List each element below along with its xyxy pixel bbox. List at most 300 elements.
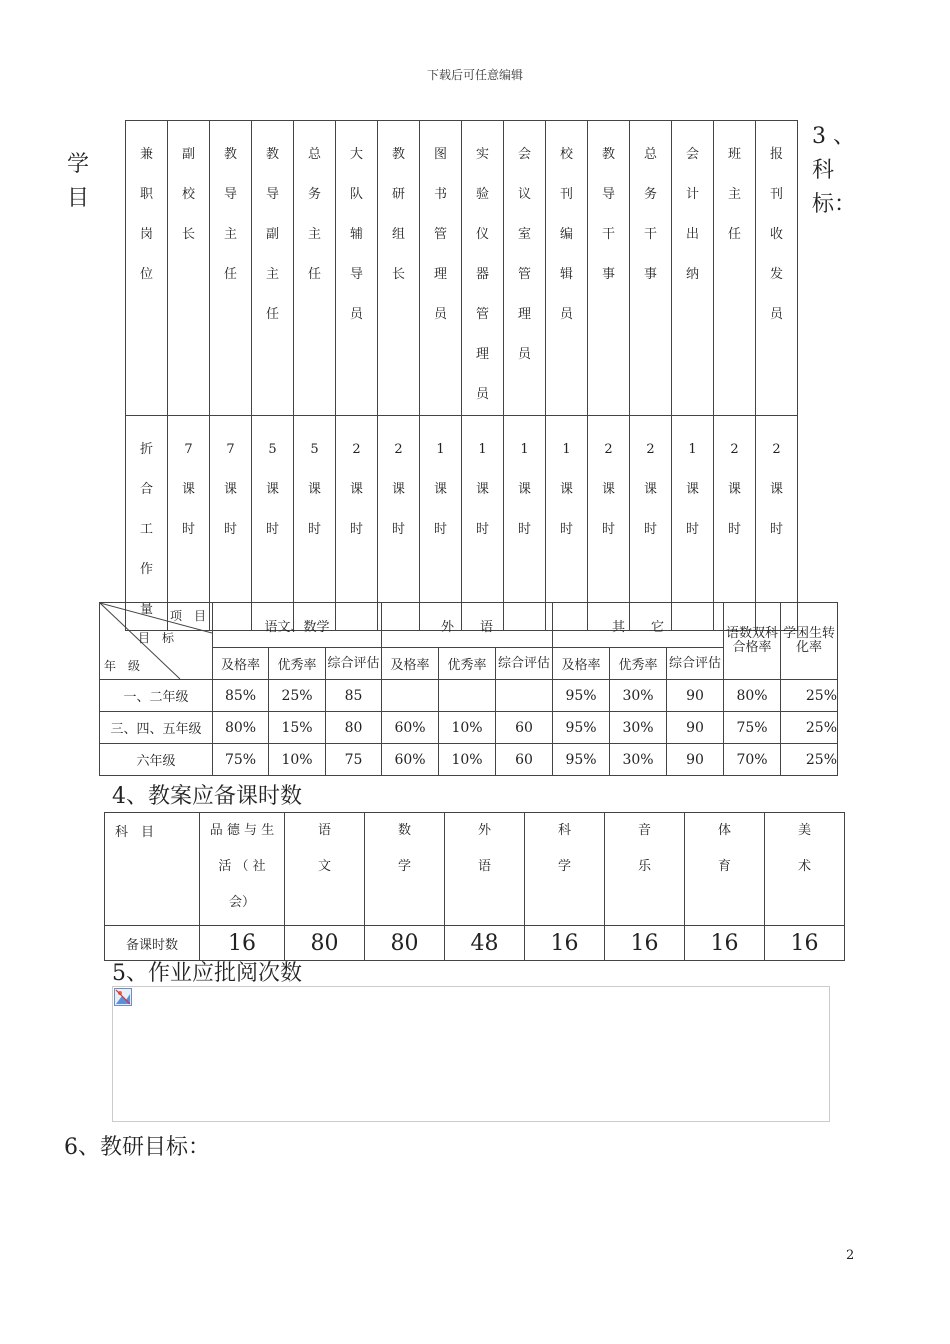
char: 时 — [391, 522, 405, 537]
vertical-text — [365, 813, 444, 885]
subheader-cell: 综合评估 — [326, 648, 382, 680]
char: 课 — [517, 482, 531, 497]
subheader-cell: 优秀率 — [439, 648, 496, 680]
char: 5 — [268, 442, 277, 457]
char: 课 — [685, 482, 699, 497]
vertical-text — [420, 416, 461, 550]
post-cell — [714, 121, 756, 416]
workload-table — [125, 120, 798, 631]
vertical-text — [756, 416, 797, 550]
char: 理 — [475, 347, 489, 362]
char: 主 — [727, 187, 741, 202]
value-cell: 10% — [439, 744, 496, 776]
vertical-text — [462, 416, 503, 550]
char: 课 — [643, 482, 657, 497]
subject-cell — [765, 813, 845, 926]
char: 员 — [349, 307, 363, 322]
subheader-cell: 及格率 — [553, 648, 610, 680]
posts-row — [126, 121, 798, 416]
char: 事 — [643, 267, 657, 282]
side-char: 3 、 — [812, 124, 855, 149]
workload-cell — [168, 416, 210, 631]
char: 合 — [139, 482, 153, 497]
char: 发 — [769, 267, 783, 282]
char: 时 — [601, 522, 615, 537]
section-6-title: 6、教研目标： — [64, 1135, 210, 1160]
value-cell: 80% — [724, 680, 781, 712]
char: 会 — [685, 147, 699, 162]
post-cell — [378, 121, 420, 416]
char: 职 — [139, 187, 153, 202]
value-cell: 80 — [326, 712, 382, 744]
side-label-left — [64, 148, 92, 216]
subject-cell — [605, 813, 685, 926]
vertical-text — [378, 416, 419, 550]
value-cell: 75 — [326, 744, 382, 776]
char: 体 — [717, 823, 731, 838]
value-cell: 60 — [496, 712, 553, 744]
char: 校 — [559, 147, 573, 162]
char: 乐 — [637, 859, 651, 874]
char: 主 — [265, 267, 279, 282]
subject-cell — [445, 813, 525, 926]
value-cell: 10% — [439, 712, 496, 744]
post-name — [714, 121, 755, 255]
char: 任 — [727, 227, 741, 242]
grade-row — [100, 744, 838, 776]
workload-cell — [252, 416, 294, 631]
char: 时 — [349, 522, 363, 537]
char: 1 — [436, 442, 445, 457]
value-cell: 95% — [553, 744, 610, 776]
char: 员 — [475, 387, 489, 402]
corner-cell — [100, 603, 213, 680]
char: 器 — [475, 267, 489, 282]
vertical-text — [765, 813, 844, 885]
value-cell — [496, 680, 553, 712]
char: 课 — [433, 482, 447, 497]
char: 导 — [265, 187, 279, 202]
char: 1 — [688, 442, 697, 457]
char: 5 — [310, 442, 319, 457]
value-cell: 90 — [667, 712, 724, 744]
char: 7 — [226, 442, 235, 457]
char: 2 — [394, 442, 403, 457]
char: 时 — [265, 522, 279, 537]
char: 事 — [601, 267, 615, 282]
char: 2 — [352, 442, 361, 457]
vertical-text — [672, 416, 713, 550]
char: 2 — [604, 442, 613, 457]
vertical-text — [685, 813, 764, 885]
side-label-right — [812, 120, 872, 222]
page-header: 下载后可任意编辑 — [426, 68, 523, 82]
char: 长 — [181, 227, 195, 242]
grade-cell: 三、四、五年级 — [100, 712, 213, 744]
char: 主 — [223, 227, 237, 242]
char: 计 — [685, 187, 699, 202]
workload-cell — [588, 416, 630, 631]
hours-label: 备课时数 — [105, 926, 200, 961]
char: 导 — [349, 267, 363, 282]
value-cell: 30% — [610, 712, 667, 744]
char: 量 — [139, 602, 153, 617]
value-cell: 85 — [326, 680, 382, 712]
value-cell: 90 — [667, 680, 724, 712]
char: 2 — [730, 442, 739, 457]
char: 队 — [349, 187, 363, 202]
value-cell — [439, 680, 496, 712]
char: 任 — [307, 267, 321, 282]
post-name — [630, 121, 671, 295]
char: 书 — [433, 187, 447, 202]
subheader-cell: 综合评估 — [496, 648, 553, 680]
char: 室 — [517, 227, 531, 242]
vertical-text — [210, 416, 251, 550]
image-placeholder — [112, 986, 830, 1122]
post-cell — [630, 121, 672, 416]
vertical-text — [168, 416, 209, 550]
char: 数 — [397, 823, 411, 838]
side-char: 科 — [812, 158, 835, 183]
char: 课 — [349, 482, 363, 497]
value-cell: 70% — [724, 744, 781, 776]
char: 位 — [139, 267, 153, 282]
workload-cell — [672, 416, 714, 631]
char: 管 — [433, 227, 447, 242]
char: 会） — [228, 895, 255, 910]
char: 课 — [307, 482, 321, 497]
char: 副 — [265, 227, 279, 242]
workload-cell — [378, 416, 420, 631]
workload-cell — [756, 416, 798, 631]
vertical-text — [252, 416, 293, 550]
value-cell: 80% — [213, 712, 269, 744]
grade-cell: 六年级 — [100, 744, 213, 776]
char: 理 — [517, 307, 531, 322]
value-cell: 30% — [610, 744, 667, 776]
post-name — [672, 121, 713, 295]
char: 时 — [685, 522, 699, 537]
hours-cell: 16 — [605, 926, 685, 961]
value-cell: 10% — [269, 744, 326, 776]
char: 品 德 与 生 — [209, 823, 275, 838]
char: 校 — [181, 187, 195, 202]
value-cell: 60% — [382, 744, 439, 776]
value-cell: 60% — [382, 712, 439, 744]
subheader-cell: 及格率 — [213, 648, 269, 680]
post-name — [756, 121, 797, 335]
char: 员 — [433, 307, 447, 322]
post-cell — [504, 121, 546, 416]
char: 学 — [557, 859, 571, 874]
char: 收 — [769, 227, 783, 242]
vertical-text — [445, 813, 524, 885]
post-cell — [336, 121, 378, 416]
hours-cell: 48 — [445, 926, 525, 961]
char: 课 — [727, 482, 741, 497]
post-cell — [546, 121, 588, 416]
section-4-title: 4、教案应备课时数 — [112, 784, 302, 809]
char: 研 — [391, 187, 405, 202]
char: 1 — [478, 442, 487, 457]
char: 2 — [646, 442, 655, 457]
char: 班 — [727, 147, 741, 162]
post-name — [546, 121, 587, 335]
side-char: 目 — [66, 186, 89, 211]
char: 语 — [317, 823, 331, 838]
corner-grade: 年 级 — [104, 659, 141, 673]
char: 辑 — [559, 267, 573, 282]
char: 议 — [517, 187, 531, 202]
section-5-title: 5、作业应批阅次数 — [112, 961, 302, 986]
workload-row — [126, 416, 798, 631]
grade-row — [100, 680, 838, 712]
workload-cell — [630, 416, 672, 631]
char: 时 — [559, 522, 573, 537]
vertical-text — [605, 813, 684, 885]
post-name — [168, 121, 209, 255]
post-name — [294, 121, 335, 295]
value-cell: 25% — [781, 712, 838, 744]
char: 时 — [433, 522, 447, 537]
subheader-cell: 优秀率 — [269, 648, 326, 680]
vertical-text — [546, 416, 587, 550]
char: 文 — [317, 859, 331, 874]
char: 作 — [139, 562, 153, 577]
subheader-cell: 优秀率 — [610, 648, 667, 680]
vertical-text — [336, 416, 377, 550]
value-cell: 25% — [781, 680, 838, 712]
post-name — [420, 121, 461, 335]
subheader-cell: 及格率 — [382, 648, 439, 680]
char: 时 — [223, 522, 237, 537]
char: 导 — [223, 187, 237, 202]
char: 员 — [559, 307, 573, 322]
char: 员 — [769, 307, 783, 322]
hours-cell: 80 — [365, 926, 445, 961]
grade-row — [100, 712, 838, 744]
subject-cell — [525, 813, 605, 926]
post-name — [588, 121, 629, 295]
vertical-text — [588, 416, 629, 550]
char: 音 — [637, 823, 651, 838]
char: 语 — [477, 859, 491, 874]
char: 工 — [139, 522, 153, 537]
char: 大 — [349, 147, 363, 162]
value-cell: 30% — [610, 680, 667, 712]
side-char: 学 — [66, 152, 89, 177]
workload-cell — [336, 416, 378, 631]
post-cell — [420, 121, 462, 416]
value-cell: 85% — [213, 680, 269, 712]
char: 课 — [181, 482, 195, 497]
post-cell — [588, 121, 630, 416]
subject-cell — [285, 813, 365, 926]
vertical-text — [714, 416, 755, 550]
side-char: 标： — [812, 192, 857, 217]
char: 2 — [772, 442, 781, 457]
char: 纳 — [685, 267, 699, 282]
workload-cell — [210, 416, 252, 631]
workload-cell — [420, 416, 462, 631]
workload-cell — [546, 416, 588, 631]
char: 时 — [181, 522, 195, 537]
page-number: 2 — [846, 1248, 855, 1263]
vertical-text — [285, 813, 364, 885]
char: 副 — [181, 147, 195, 162]
value-cell: 25% — [269, 680, 326, 712]
char: 导 — [601, 187, 615, 202]
char: 时 — [643, 522, 657, 537]
char: 1 — [562, 442, 571, 457]
char: 刊 — [769, 187, 783, 202]
targets-table — [99, 602, 838, 776]
post-name — [252, 121, 293, 335]
hours-cell: 16 — [765, 926, 845, 961]
value-cell: 95% — [553, 680, 610, 712]
char: 教 — [265, 147, 279, 162]
group-header: 其 它 — [553, 603, 724, 648]
char: 教 — [223, 147, 237, 162]
vertical-text — [294, 416, 335, 550]
char: 主 — [307, 227, 321, 242]
char: 干 — [643, 227, 657, 242]
char: 验 — [475, 187, 489, 202]
vertical-text — [630, 416, 671, 550]
char: 课 — [559, 482, 573, 497]
char: 理 — [433, 267, 447, 282]
group-header: 语文、数学 — [213, 603, 382, 648]
post-name — [210, 121, 251, 295]
value-cell: 95% — [553, 712, 610, 744]
workload-cell — [462, 416, 504, 631]
char: 活 （ 社 — [218, 859, 266, 874]
char: 图 — [433, 147, 447, 162]
prep-hours-table — [104, 812, 845, 961]
post-cell — [756, 121, 798, 416]
vertical-text — [126, 416, 167, 630]
post-name — [378, 121, 419, 295]
post-cell — [462, 121, 504, 416]
vertical-text — [504, 416, 545, 550]
char: 折 — [139, 442, 153, 457]
char: 刊 — [559, 187, 573, 202]
workload-cell — [294, 416, 336, 631]
subheader-cell: 综合评估 — [667, 648, 724, 680]
char: 员 — [517, 347, 531, 362]
char: 会 — [517, 147, 531, 162]
char: 7 — [184, 442, 193, 457]
post-name — [336, 121, 377, 335]
workload-label-cell — [126, 416, 168, 631]
post-name — [462, 121, 503, 415]
value-cell: 75% — [213, 744, 269, 776]
char: 实 — [475, 147, 489, 162]
char: 教 — [391, 147, 405, 162]
char: 报 — [769, 147, 783, 162]
char: 组 — [391, 227, 405, 242]
char: 课 — [391, 482, 405, 497]
hours-cell: 16 — [200, 926, 285, 961]
subject-cell — [685, 813, 765, 926]
char: 岗 — [139, 227, 153, 242]
subject-cell — [365, 813, 445, 926]
group-header: 学困生转化率 — [781, 603, 838, 680]
char: 课 — [769, 482, 783, 497]
vertical-text — [200, 813, 284, 921]
post-cell — [126, 121, 168, 416]
char: 长 — [391, 267, 405, 282]
workload-cell — [504, 416, 546, 631]
char: 任 — [223, 267, 237, 282]
value-cell: 60 — [496, 744, 553, 776]
char: 务 — [643, 187, 657, 202]
char: 任 — [265, 307, 279, 322]
char: 时 — [769, 522, 783, 537]
char: 时 — [307, 522, 321, 537]
char: 课 — [223, 482, 237, 497]
char: 管 — [475, 307, 489, 322]
char: 总 — [307, 147, 321, 162]
post-cell — [168, 121, 210, 416]
post-name — [126, 121, 167, 295]
post-cell — [672, 121, 714, 416]
value-cell: 15% — [269, 712, 326, 744]
char: 时 — [517, 522, 531, 537]
vertical-text — [525, 813, 604, 885]
char: 管 — [517, 267, 531, 282]
corner-target: 目 标 — [138, 631, 175, 645]
char: 仪 — [475, 227, 489, 242]
char: 外 — [477, 823, 491, 838]
post-cell — [210, 121, 252, 416]
post-cell — [294, 121, 336, 416]
hours-cell: 16 — [525, 926, 605, 961]
value-cell: 90 — [667, 744, 724, 776]
corner-item: 项 目 — [169, 609, 206, 623]
subjects-row — [105, 813, 845, 926]
group-header: 外 语 — [382, 603, 553, 648]
subject-cell — [200, 813, 285, 926]
post-name — [504, 121, 545, 375]
char: 术 — [797, 859, 811, 874]
char: 兼 — [139, 147, 153, 162]
char: 干 — [601, 227, 615, 242]
char: 1 — [520, 442, 529, 457]
hours-cell: 80 — [285, 926, 365, 961]
hours-cell: 16 — [685, 926, 765, 961]
grade-cell: 一、二年级 — [100, 680, 213, 712]
char: 课 — [601, 482, 615, 497]
char: 科 — [557, 823, 571, 838]
broken-image-icon — [114, 988, 132, 1006]
workload-cell — [714, 416, 756, 631]
char: 时 — [727, 522, 741, 537]
char: 课 — [475, 482, 489, 497]
value-cell — [382, 680, 439, 712]
char: 编 — [559, 227, 573, 242]
value-cell: 75% — [724, 712, 781, 744]
char: 课 — [265, 482, 279, 497]
subject-label: 科 目 — [105, 813, 200, 926]
value-cell: 25% — [781, 744, 838, 776]
char: 育 — [717, 859, 731, 874]
char: 出 — [685, 227, 699, 242]
char: 美 — [797, 823, 811, 838]
group-header: 语数双科合格率 — [724, 603, 781, 680]
char: 学 — [397, 859, 411, 874]
